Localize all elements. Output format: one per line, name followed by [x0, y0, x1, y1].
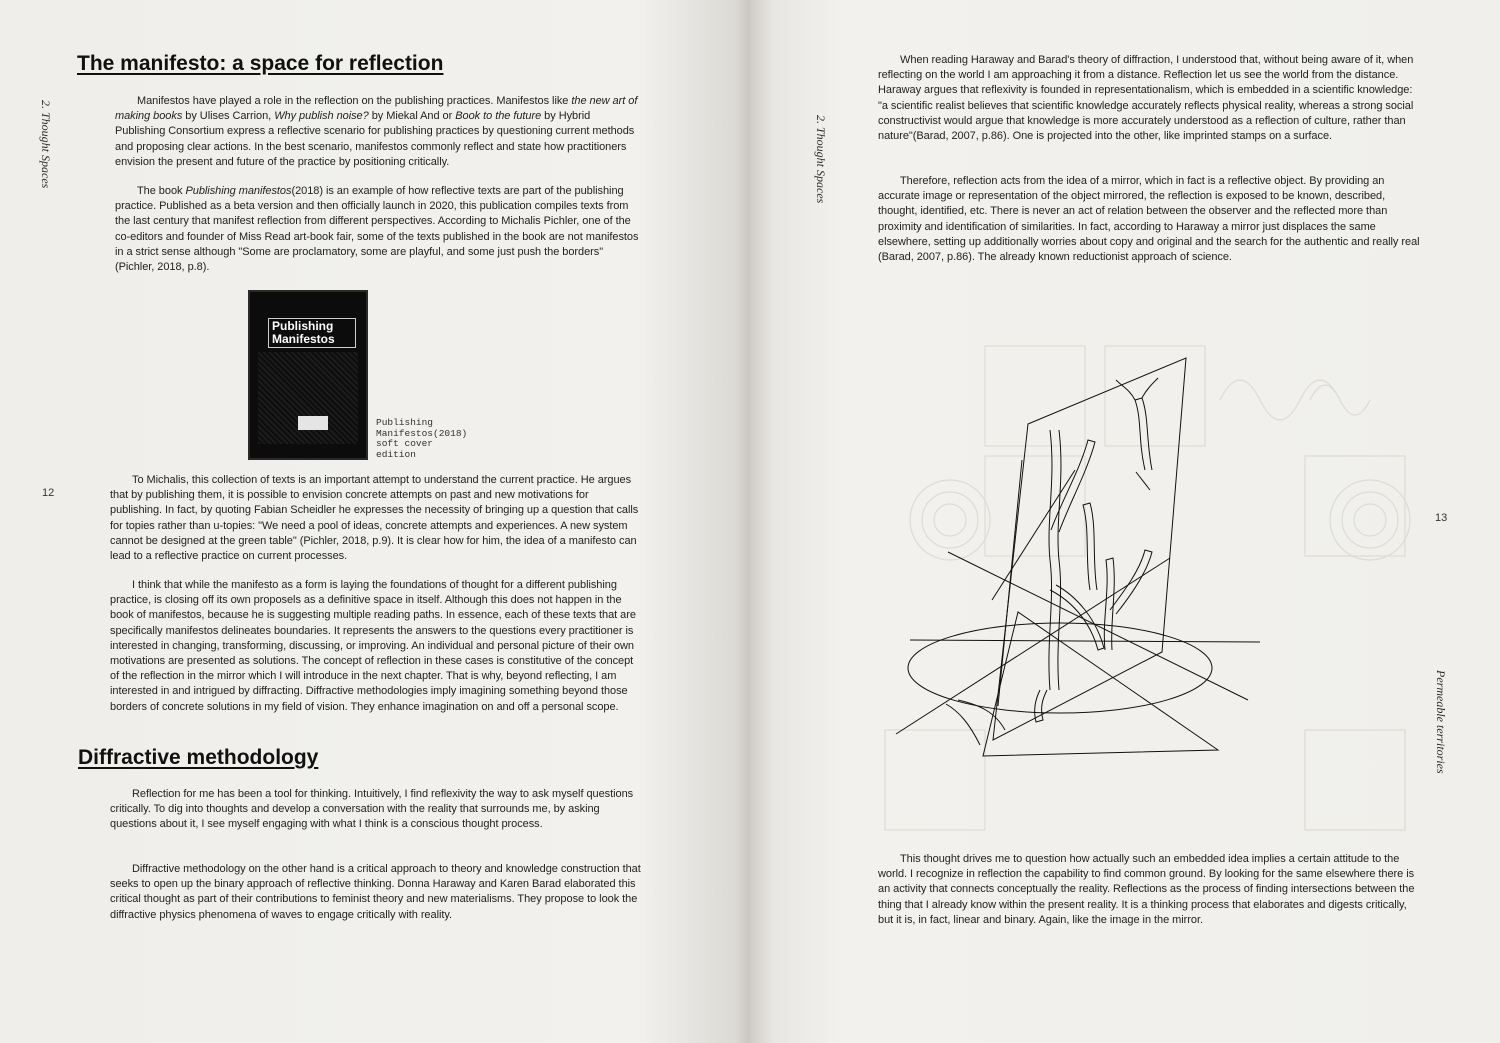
- manifesto-paragraph-1: Manifestos have played a role in the reflection on the publishing practices. Manifestos like the new art of making books by Ulises Carrion, Why publish noise? by Miekal And or Book to the future by Hybrid Publishing Consortium express a reflective scenario for publishing practices by questioning current methods and proposing clear actions. In the best scenario, manifestos commonly reflect and state how practitioners envision the present and future of the practice by positioning critically.: [115, 95, 638, 168]
- manifesto-heading: The manifesto: a space for reflection: [77, 52, 444, 75]
- manifesto-paragraph-4: I think that while the manifesto as a form is laying the foundations of thought for a different publishing practice, is closing off its own proposels as a definitive space in itself. Although this does not happen in the book of manifestos, because he is suggesting multiple reading paths. In essence, each of these texts that are specifically manifestos delineates boundaries. It represents the answers to the questions every practitioner is interested in changing, transforming, discussing, or improving. An individual and personal picture of their own motivations are presented as solutions. The concept of reflection in these cases is constitutive of the concept of the reflection in the mirror which I will introduce in the next chapter. That is why, beyond reflecting, I am interested in and intrigued by diffracting. Diffractive methodologies imply imagining something beyond those borders of concrete solutions in my field of vision. They enhance imagination on and off a personal scope.: [110, 579, 636, 713]
- right-inner-side-label: 2. Thought Spaces: [814, 115, 828, 204]
- left-side-label: 2. Thought Spaces: [39, 100, 53, 189]
- right-page-number: 13: [1435, 512, 1448, 524]
- show-through-text: [610, 30, 619, 69]
- diffraction-paragraph-1: When reading Haraway and Barad's theory of diffraction, I understood that, without being aware of it, when reflecting on the world I am approaching it from a distance. Reflection let us see the world from the distance. Haraway argues that reflexivity is founded in representationalism, which is embedded in a scientific knowledge: "a scientific realist believes that scientific knowledge accurately reflects physical reality, whereas a strong social constructivist would argue that knowledge is more accurately understood as a reflection of culture, rather than nature"(Barad, 2007, p.86). One is projected into the other, like imprinted stamps on a surface.: [878, 54, 1414, 143]
- diffraction-paragraph-3: This thought drives me to question how actually such an embedded idea implies a certain attitude to the world. I recognize in reflection the capability to find common ground. By looking for the same elsewhere there is an activity that connects conceptually the reality. Reflections as the process of finding intersections between the thing that I already know within the present reality. It is a thinking process that elaborates and digests critically, but it is, in fact, linear and binary. Again, like the image in the mirror.: [878, 853, 1415, 926]
- diffraction-paragraph-2: Therefore, reflection acts from the idea of a mirror, which in fact is a reflective object. By providing an accurate image or representation of the object mirrored, the reflection is exposed to be known, described, thought, identified, etc. There is never an act of relation between the observer and the reflected more than proximity and identification of similarities. In fact, according to Haraway a mirror just displaces the same elsewhere, setting up additionally worries about copy and original and the search for the authentic and really real (Barad, 2007, p.86). The already known reductionist approach of science.: [878, 175, 1420, 264]
- diffractive-heading: Diffractive methodology: [78, 746, 319, 769]
- right-outer-side-label: Permeable territories: [1434, 670, 1448, 774]
- right-page: [750, 0, 1500, 1043]
- book-cover-title: Publishing Manifestos: [268, 318, 356, 348]
- book-caption: Publishing Manifestos(2018) soft cover edition: [376, 417, 468, 460]
- manifesto-paragraph-3: To Michalis, this collection of texts is an important attempt to understand the current practice. He argues that by publishing them, it is possible to envision concrete attempts on past and new motivations for publishing. In fact, by quoting Fabian Scheidler he expresses the necessity of bringing up a question that calls for topies rather than u-topies: "We need a pool of ideas, concrete attempts and experiences. A new system cannot be designed at the green table" (Pichler, 2018, p.9). It is clear how for him, the idea of a manifesto can lead to a reflective practice on current processes.: [110, 474, 639, 563]
- manifesto-paragraph-2: The book Publishing manifestos(2018) is an example of how reflective texts are part of the publishing practice. Published as a beta version and then officially launch in 2020, this publication compiles texts from the last century that manifest reflection from different perspectives. According to Michalis Pichler, one of the co-editors and founder of Miss Read art-book fair, some of the texts published in the book are not manifestos in a strict sense although "Some are proclamatory, some are playful, and some just push the borders" (Pichler, 2018, p.8).: [115, 185, 639, 274]
- diffractive-paragraph-2: Diffractive methodology on the other hand is a critical approach to theory and knowledge construction that seeks to open up the binary approach of reflective thinking. Donna Haraway and Karen Barad elaborated this critical thought as part of their contributions to feminist theory and new materialisms. They propose to look the diffractive physics phenomena of waves to engage critically with reality.: [110, 863, 641, 921]
- book-cover-image: [248, 290, 368, 460]
- diffractive-paragraph-1: Reflection for me has been a tool for thinking. Intuitively, I find reflexivity the way to ask myself questions critically. To dig into thoughts and develop a conversation with the reality that surrounds me, by asking questions about it, I see myself engaging with what I think is a conscious thought process.: [110, 788, 634, 831]
- left-page-number: 12: [42, 487, 55, 499]
